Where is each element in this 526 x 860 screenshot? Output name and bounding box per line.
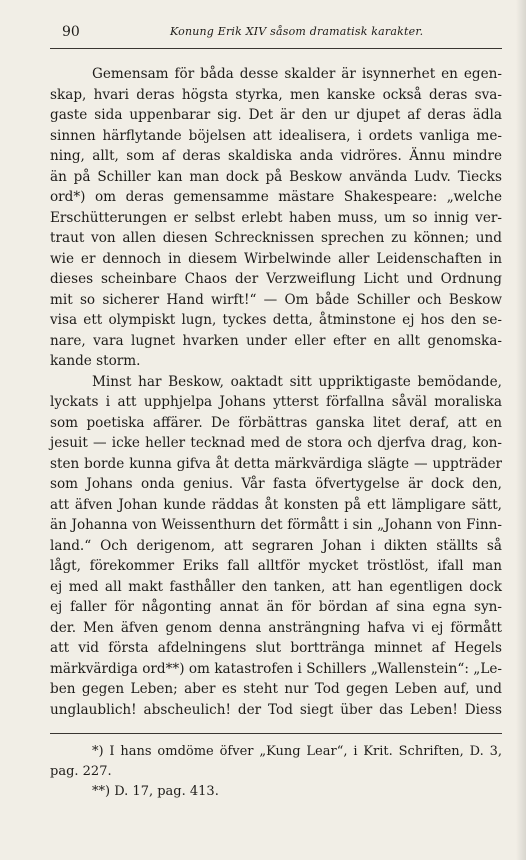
- footnote-line: pag. 227.: [50, 764, 112, 779]
- text-line: skap, hvari deras högsta styrka, men kanske också deras sva-: [50, 86, 502, 103]
- text-line: jesuit — icke heller tecknad med de stora och djerfva drag, kon-: [50, 435, 502, 451]
- footnotes: [50, 742, 502, 802]
- text-line: Gemensam för båda desse skalder är isynnerhet en egen-: [92, 66, 502, 82]
- text-line: som poetiska affärer. De förbättras ganska litet deraf, att en: [50, 414, 502, 431]
- footnote-line: *) I hans omdöme öfver „Kung Lear“, i Krit. Schriften, D. 3,: [92, 744, 502, 759]
- text-line: än på Schiller kan man dock på Beskow använda Ludv. Tiecks: [50, 168, 502, 185]
- text-line: Minst har Beskow, oaktadt sitt uppriktigaste bemödande,: [92, 373, 502, 390]
- text-line: gaste sida uppenbarar sig. Det är den ur djupet af deras ädla: [50, 107, 502, 123]
- text-line: ej faller för någonting annat än för bördan af sina egna syn-: [50, 599, 502, 615]
- page-number: 90: [62, 24, 80, 40]
- text-line: wie er dennoch in diesem Wirbelwinde aller Leidenschaften in: [50, 250, 502, 267]
- text-line: att äfven Johan kunde räddas åt konsten på ett lämpligare sätt,: [50, 496, 502, 513]
- page-edge-shadow: [516, 0, 526, 860]
- text-line: Erschütterungen er selbst erlebt haben muss, um so innig ver-: [50, 209, 502, 226]
- text-line: mit so sicherer Hand wirft!“ — Om både Schiller och Beskow: [50, 291, 502, 308]
- text-line: lyckats i att upphjelpa Johans ytterst förfallna såväl moraliska: [50, 394, 502, 410]
- footnote-rule: [50, 733, 502, 734]
- text-line: sten borde kunna gifva åt detta märkvärdiga slägte — uppträder: [50, 455, 502, 472]
- text-line: att vid första afdelningens slut borttränga minnet af Hegels: [50, 640, 502, 656]
- body-text: [50, 64, 502, 720]
- text-line: traut von allen diesen Schrecknissen sprechen zu können; und: [50, 230, 502, 246]
- text-line: visa ett olympiskt lugn, tyckes detta, åtminstone ej hos den se-: [50, 312, 502, 328]
- text-line: märkvärdiga ord**) om katastrofen i Schillers „Wallenstein“: „Le-: [50, 660, 502, 677]
- text-line: nare, vara lugnet hvarken under eller efter en allt genomska-: [50, 332, 502, 349]
- text-line: land.“ Och derigenom, att segraren Johan i dikten ställts så: [50, 537, 502, 554]
- text-line: der. Men äfven genom denna ansträngning hafva vi ej förmått: [50, 619, 502, 636]
- running-title: Konung Erik XIV såsom dramatisk karakter.: [170, 25, 424, 38]
- running-head: [50, 22, 502, 44]
- text-line: ej med all makt fasthåller den tanken, att han egentligen dock: [50, 578, 502, 595]
- text-line: dieses scheinbare Chaos der Verzweiflung Licht und Ordnung: [50, 271, 502, 287]
- text-line: lågt, förekommer Eriks fall alltför mycket tröstlöst, ifall man: [50, 558, 502, 574]
- text-line: unglaublich! abscheulich! der Tod siegt über das Leben! Diess: [50, 701, 502, 718]
- text-line: ben gegen Leben; aber es steht nur Tod gegen Leben auf, und: [50, 681, 502, 697]
- text-line: kande storm.: [50, 353, 141, 369]
- text-line: sinnen härflytande böjelsen att idealisera, i ordets vanliga me-: [50, 127, 502, 144]
- header-rule: [50, 48, 502, 49]
- text-line: som Johans onda genius. Vår fasta öfvertygelse är dock den,: [50, 476, 502, 492]
- text-line: än Johanna von Weissenthurn det förmått i sin „Johann von Finn-: [50, 517, 502, 533]
- text-line: ning, allt, som af deras skaldiska anda vidröres. Ännu mindre: [50, 148, 502, 164]
- footnote-line: **) D. 17, pag. 413.: [92, 784, 219, 799]
- text-line: ord*) om deras gemensamme mästare Shakespeare: „welche: [50, 189, 502, 205]
